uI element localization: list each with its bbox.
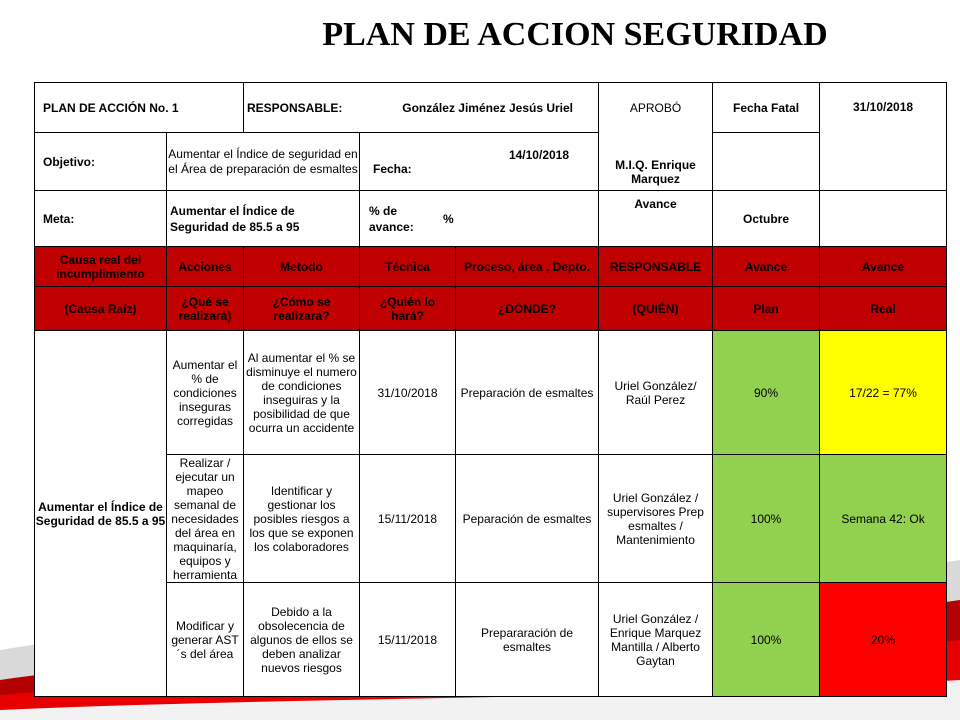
header-cell: Plan — [713, 287, 820, 331]
table-row — [35, 331, 947, 455]
aprobo-label: APROBÓ — [599, 83, 713, 133]
real-cell: 20% — [820, 583, 947, 697]
header-cell: Técnica — [360, 247, 456, 287]
header-cell: Real — [820, 287, 947, 331]
header-cell: Causa real del incumplimiento — [35, 247, 167, 287]
meta-value: Aumentar el Índice de Seguridad de 85.5 a 95 — [167, 191, 360, 247]
info-row-2 — [35, 133, 947, 191]
header-cell: Avance — [713, 247, 820, 287]
fecha-fatal-label: Fecha Fatal — [713, 83, 820, 133]
header-cell: ¿Cómo se realizara? — [244, 287, 360, 331]
header-cell: ¿DÓNDE? — [456, 287, 599, 331]
table-row — [35, 455, 947, 583]
info-row-1 — [35, 83, 947, 133]
responsable-cell: Uriel González / Enrique Marquez Mantilla / Alberto Gaytan — [599, 583, 713, 697]
tecnica-cell: 31/10/2018 — [360, 331, 456, 455]
fecha-cell — [360, 133, 599, 191]
metodo-cell: Identificar y gestionar los posibles riesgos a los que se exponen los colaboradores — [244, 455, 360, 583]
info-row-3 — [35, 191, 947, 247]
header-row-1 — [35, 247, 947, 287]
objetivo-label: Objetivo: — [35, 133, 167, 191]
header-cell: ¿Quién lo hará? — [360, 287, 456, 331]
header-cell: ¿Qué se realizará) — [167, 287, 244, 331]
responsable-label: RESPONSABLE: — [247, 100, 343, 115]
header-cell: Avance — [820, 247, 947, 287]
accion-cell: Modificar y generar AST´s del área — [167, 583, 244, 697]
avance-pct-label: % de avance: — [369, 203, 414, 234]
metodo-cell: Debido a la obsolecencia de algunos de ellos se deben analizar nuevos riesgos — [244, 583, 360, 697]
header-cell: Proceso, área , Depto. — [456, 247, 599, 287]
fecha-value: 14/10/2018 — [508, 147, 570, 162]
empty-cell — [713, 133, 820, 191]
accion-cell: Aumentar el % de condiciones inseguras corregidas — [167, 331, 244, 455]
meta-label: Meta: — [35, 191, 167, 247]
objetivo-value: Aumentar el Índice de seguridad en el Área de preparación de esmaltes — [167, 133, 360, 191]
plan-cell: 90% — [713, 331, 820, 455]
plan-number: PLAN DE ACCIÓN No. 1 — [35, 83, 244, 133]
root-cause: Aumentar el Índice de Seguridad de 85.5 a 95 — [35, 331, 167, 697]
plan-cell: 100% — [713, 455, 820, 583]
header-cell: Metodo — [244, 247, 360, 287]
plan-cell: 100% — [713, 583, 820, 697]
real-cell: Semana 42: Ok — [820, 455, 947, 583]
tecnica-cell: 15/11/2018 — [360, 583, 456, 697]
proceso-cell: Preparación de esmaltes — [456, 331, 599, 455]
responsable-cell: Uriel González/ Raúl Perez — [599, 331, 713, 455]
header-cell: (QUIÉN) — [599, 287, 713, 331]
tecnica-cell: 15/11/2018 — [360, 455, 456, 583]
fecha-label: Fecha: — [373, 161, 412, 176]
responsable-name: González Jiménez Jesús Uriel — [402, 100, 574, 115]
aprobo-name: M.I.Q. Enrique Marquez — [599, 133, 713, 191]
header-cell: (Causa Raíz) — [35, 287, 167, 331]
header-row-2 — [35, 287, 947, 331]
table-row — [35, 583, 947, 697]
avance-pct-cell — [360, 191, 599, 247]
responsable-cell: Uriel González / supervisores Prep esmaltes / Mantenimiento — [599, 455, 713, 583]
header-cell: Acciones — [167, 247, 244, 287]
avance-month: Octubre — [713, 191, 820, 247]
real-cell: 17/22 = 77% — [820, 331, 947, 455]
responsable-cell — [244, 83, 599, 133]
proceso-cell: Peparación de esmaltes — [456, 455, 599, 583]
empty-cell — [820, 191, 947, 247]
accion-cell: Realizar / ejecutar un mapeo semanal de necesidades del área en maquinaría, equipos y herramienta — [167, 455, 244, 583]
fecha-fatal-value: 31/10/2018 — [820, 83, 947, 191]
page-title: PLAN DE ACCION SEGURIDAD — [322, 16, 828, 53]
header-cell: RESPONSABLE — [599, 247, 713, 287]
avance-pct-value: % — [443, 211, 454, 226]
metodo-cell: Al aumentar el % se disminuye el numero de condiciones inseguiras y la posibilidad de que ocurra un accidente — [244, 331, 360, 455]
proceso-cell: Prepararación de esmaltes — [456, 583, 599, 697]
action-plan-table — [34, 82, 947, 697]
avance-label: Avance — [599, 191, 713, 247]
